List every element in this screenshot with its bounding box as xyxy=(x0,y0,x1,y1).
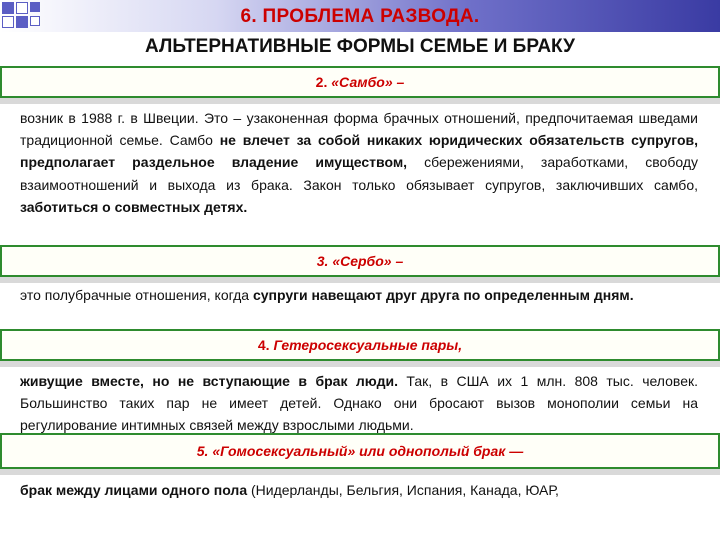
section-body-sambo xyxy=(20,107,698,218)
section-body-serbo xyxy=(20,284,698,306)
section-body-hetero xyxy=(20,370,698,437)
section-heading-samesex xyxy=(0,433,720,469)
section-shadow xyxy=(0,361,720,367)
bold-text-run: живущие вместе, но не вступающие в брак люди. xyxy=(20,373,398,389)
text-run: сбережениями, заработками, свободу взаимоотношений и выхода из брака. Закон только обязывает супругов, заключивших самбо, xyxy=(20,154,698,193)
heading-number: 2. xyxy=(315,74,328,90)
section-heading-sambo xyxy=(0,66,720,98)
text-run: (Нидерланды, Бельгия, Испания, Канада, ЮАР, xyxy=(247,482,559,498)
bold-text-run: супруги навещают друг друга по определенным дням. xyxy=(252,287,634,303)
page-title-line2: АЛЬТЕРНАТИВНЫЕ ФОРМЫ СЕМЬЕ И БРАКУ xyxy=(145,36,575,57)
page-title-line1: 6. ПРОБЛЕМА РАЗВОДА. xyxy=(240,6,480,27)
heading-text: 5. «Гомосексуальный» или однополый брак — xyxy=(196,443,524,459)
bold-text-run: заботиться о совместных детях. xyxy=(20,198,248,215)
text-run: возник в 1988 г. в Швеции. Это – узаконенная форма брачных отношений, предпочитаемая шведами традиционной семье. Самбо xyxy=(20,110,698,149)
section-shadow xyxy=(0,469,720,475)
heading-text: «Самбо» – xyxy=(331,74,405,90)
heading-text: Гетеросексуальные пары, xyxy=(273,337,463,353)
section-shadow xyxy=(0,98,720,104)
section-shadow xyxy=(0,277,720,283)
text-run: это полубрачные отношения, когда xyxy=(20,287,253,303)
section-heading-serbo xyxy=(0,245,720,277)
bold-text-run: брак между лицами одного пола xyxy=(20,482,248,498)
section-heading-hetero xyxy=(0,329,720,361)
heading-text: 3. «Сербо» – xyxy=(316,253,404,269)
section-body-samesex xyxy=(20,479,698,501)
text-run: Так, в США их 1 млн. 808 тыс. человек. Большинство таких пар не имеет детей. Однако они бросают вызов монополии семьи на регулирование интимных связей между взрослыми людьми. xyxy=(20,373,699,434)
heading-number: 4. xyxy=(257,337,270,353)
bold-text-run: не влечет за собой никаких юридических обязательств супругов, предполагает раздельное владение имуществом, xyxy=(20,132,698,171)
